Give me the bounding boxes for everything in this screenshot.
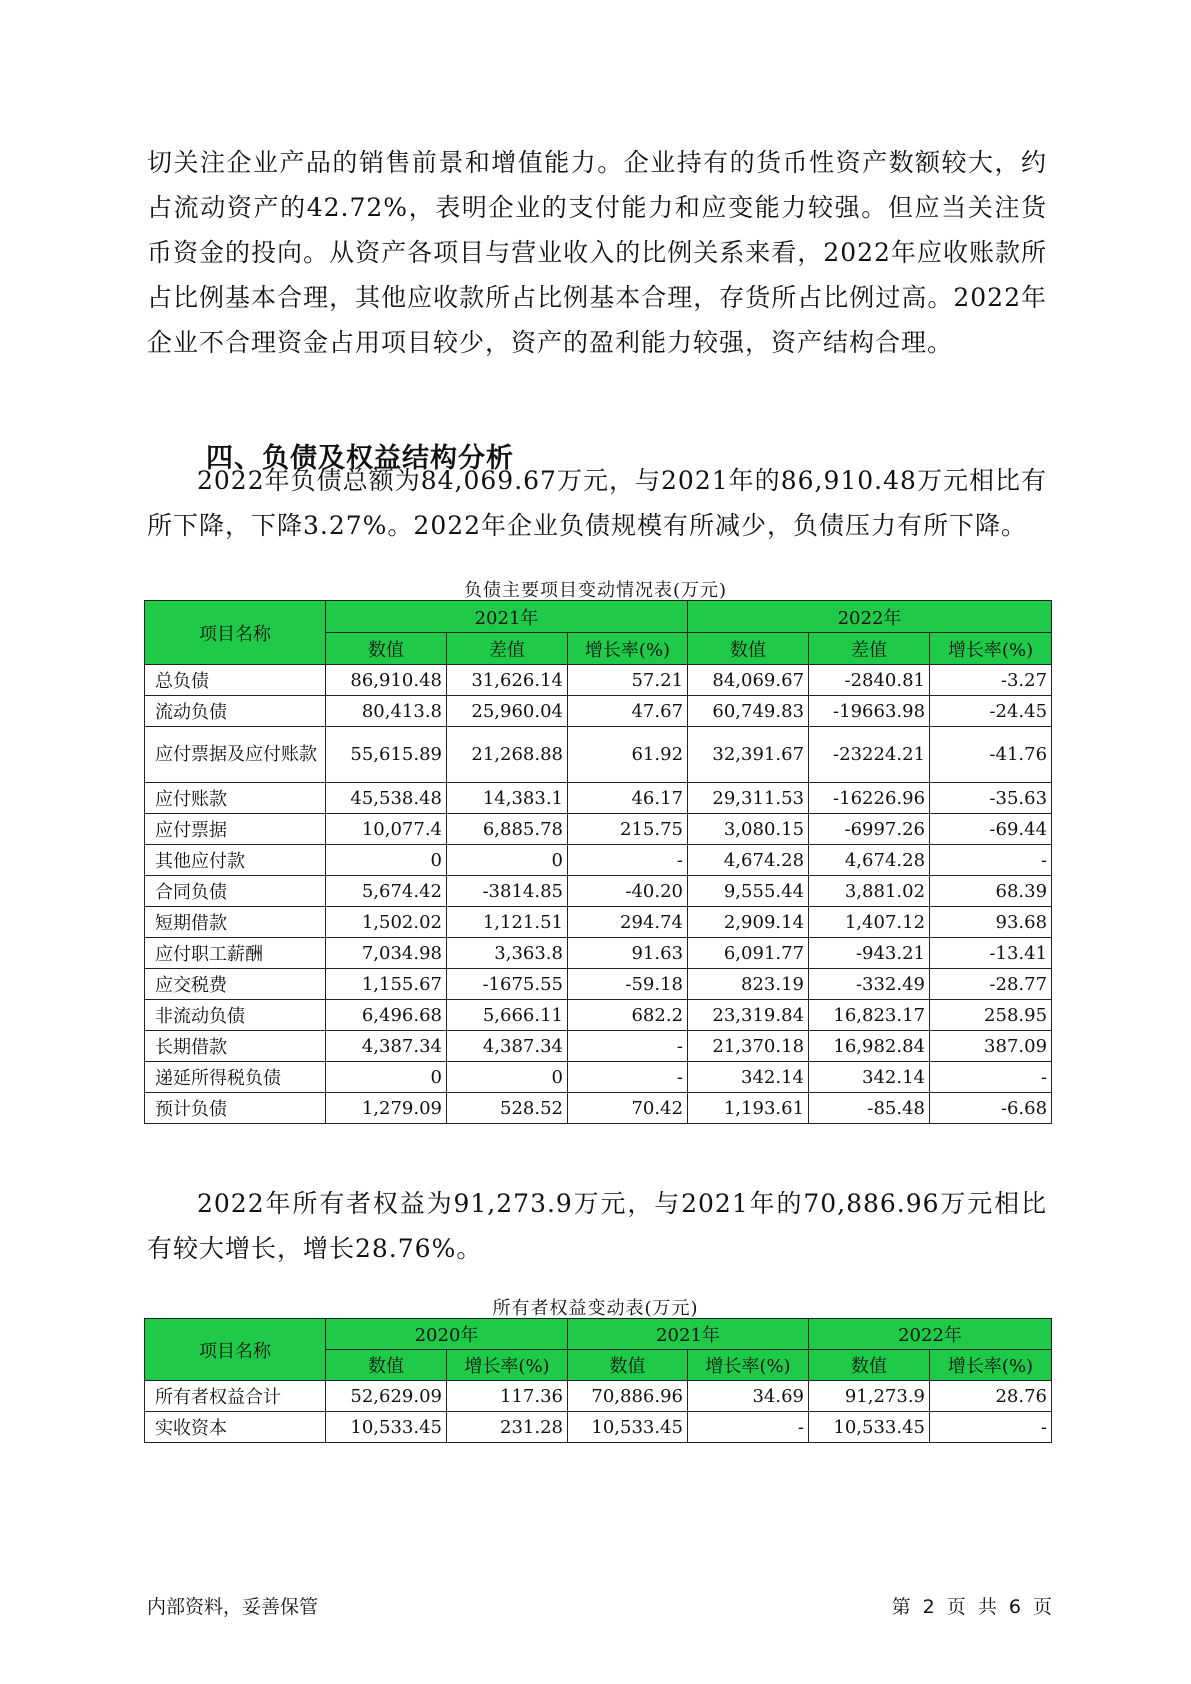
row-label-cell: 长期借款 [145,1031,326,1062]
value-cell: -23224.21 [809,727,930,783]
value-cell: 823.19 [688,969,809,1000]
value-cell: 34.69 [688,1381,809,1412]
value-cell: 6,091.77 [688,938,809,969]
value-cell: -3814.85 [447,876,568,907]
table-row [145,1031,1052,1062]
value-cell: 6,885.78 [447,814,568,845]
table-row [145,1062,1052,1093]
table-row [145,1093,1052,1124]
value-cell: -85.48 [809,1093,930,1124]
col-header-value: 数值 [326,633,447,665]
table-row [145,1412,1052,1443]
value-cell: 23,319.84 [688,1000,809,1031]
value-cell: - [930,1062,1052,1093]
value-cell: -69.44 [930,814,1052,845]
row-label-cell: 应付职工薪酬 [145,938,326,969]
section-heading: 四、负债及权益结构分析 [206,443,514,474]
value-cell: -6.68 [930,1093,1052,1124]
col-header-value: 数值 [809,1350,930,1381]
value-cell: 93.68 [930,907,1052,938]
footer-confidential-note: 内部资料，妥善保管 [147,1596,319,1618]
value-cell: 387.09 [930,1031,1052,1062]
row-label-cell: 总负债 [145,665,326,696]
value-cell: 45,538.48 [326,783,447,814]
value-cell: 52,629.09 [326,1381,447,1412]
table-row [145,1381,1052,1412]
table-row [145,907,1052,938]
value-cell: 294.74 [568,907,688,938]
value-cell: -24.45 [930,696,1052,727]
value-cell: 1,155.67 [326,969,447,1000]
liability-table [144,600,1052,1124]
value-cell: 32,391.67 [688,727,809,783]
value-cell: -6997.26 [809,814,930,845]
table-row [145,696,1052,727]
row-label-cell: 递延所得税负债 [145,1062,326,1093]
value-cell: 55,615.89 [326,727,447,783]
year-header: 2022年 [809,1319,1052,1350]
value-cell: 91,273.9 [809,1381,930,1412]
value-cell: -19663.98 [809,696,930,727]
value-cell: - [568,1062,688,1093]
value-cell: 231.28 [447,1412,568,1443]
col-header-growth: 增长率(%) [930,1350,1052,1381]
row-label-cell: 应交税费 [145,969,326,1000]
value-cell: 4,387.34 [326,1031,447,1062]
row-label-cell: 其他应付款 [145,845,326,876]
value-cell: 1,279.09 [326,1093,447,1124]
value-cell: - [930,845,1052,876]
item-name-header: 项目名称 [145,601,326,665]
value-cell: 9,555.44 [688,876,809,907]
value-cell: 70,886.96 [568,1381,688,1412]
table-row [145,845,1052,876]
liability-table-caption: 负债主要项目变动情况表(万元) [463,580,728,601]
row-label-cell: 应付票据 [145,814,326,845]
value-cell: -16226.96 [809,783,930,814]
col-header-growth: 增长率(%) [568,633,688,665]
value-cell: 0 [326,1062,447,1093]
value-cell: 528.52 [447,1093,568,1124]
value-cell: 61.92 [568,727,688,783]
value-cell: -28.77 [930,969,1052,1000]
value-cell: - [688,1412,809,1443]
value-cell: 1,502.02 [326,907,447,938]
liability-paragraph: 2022年负债总额为84,069.67万元，与2021年的86,910.48万元相比有所下降，下降3.27%。2022年企业负债规模有所减少，负债压力有所下降。 [147,466,1047,540]
table-row [145,727,1052,783]
row-label-cell: 预计负债 [145,1093,326,1124]
value-cell: 5,666.11 [447,1000,568,1031]
col-header-diff: 差值 [447,633,568,665]
value-cell: - [930,1412,1052,1443]
value-cell: 2,909.14 [688,907,809,938]
value-cell: 1,193.61 [688,1093,809,1124]
year-header: 2021年 [568,1319,809,1350]
row-label-cell: 实收资本 [145,1412,326,1443]
value-cell: 57.21 [568,665,688,696]
value-cell: 258.95 [930,1000,1052,1031]
value-cell: 0 [447,845,568,876]
value-cell: 70.42 [568,1093,688,1124]
value-cell: 47.67 [568,696,688,727]
value-cell: - [568,1031,688,1062]
value-cell: 21,268.88 [447,727,568,783]
row-label-cell: 应付账款 [145,783,326,814]
value-cell: 3,363.8 [447,938,568,969]
value-cell: 25,960.04 [447,696,568,727]
value-cell: 10,533.45 [809,1412,930,1443]
value-cell: 21,370.18 [688,1031,809,1062]
value-cell: -40.20 [568,876,688,907]
col-header-growth: 增长率(%) [688,1350,809,1381]
col-header-value: 数值 [326,1350,447,1381]
row-label-cell: 非流动负债 [145,1000,326,1031]
value-cell: 16,982.84 [809,1031,930,1062]
value-cell: 84,069.67 [688,665,809,696]
value-cell: 7,034.98 [326,938,447,969]
year-header: 2021年 [326,601,688,633]
value-cell: 682.2 [568,1000,688,1031]
row-label-cell: 合同负债 [145,876,326,907]
value-cell: -3.27 [930,665,1052,696]
value-cell: 1,121.51 [447,907,568,938]
value-cell: 0 [326,845,447,876]
value-cell: 46.17 [568,783,688,814]
col-header-growth: 增长率(%) [447,1350,568,1381]
value-cell: 1,407.12 [809,907,930,938]
row-label-cell: 应付票据及应付账款 [145,727,326,783]
value-cell: 4,674.28 [688,845,809,876]
col-header-value: 数值 [568,1350,688,1381]
value-cell: -41.76 [930,727,1052,783]
value-cell: 68.39 [930,876,1052,907]
value-cell: 342.14 [688,1062,809,1093]
value-cell: 4,674.28 [809,845,930,876]
value-cell: 342.14 [809,1062,930,1093]
value-cell: 5,674.42 [326,876,447,907]
value-cell: 14,383.1 [447,783,568,814]
item-name-header: 项目名称 [145,1319,326,1381]
value-cell: 16,823.17 [809,1000,930,1031]
table-row [145,1000,1052,1031]
value-cell: 6,496.68 [326,1000,447,1031]
equity-table-caption: 所有者权益变动表(万元) [492,1298,699,1319]
value-cell: 29,311.53 [688,783,809,814]
row-label-cell: 短期借款 [145,907,326,938]
value-cell: 4,387.34 [447,1031,568,1062]
equity-table [144,1318,1052,1443]
year-header: 2022年 [688,601,1052,633]
value-cell: 10,533.45 [326,1412,447,1443]
value-cell: 117.36 [447,1381,568,1412]
value-cell: 28.76 [930,1381,1052,1412]
footer-page-number: 第 2 页 共 6 页 [891,1596,1052,1618]
value-cell: -1675.55 [447,969,568,1000]
value-cell: -2840.81 [809,665,930,696]
table-row [145,665,1052,696]
value-cell: 3,080.15 [688,814,809,845]
value-cell: 91.63 [568,938,688,969]
col-header-growth: 增长率(%) [930,633,1052,665]
row-label-cell: 所有者权益合计 [145,1381,326,1412]
value-cell: 215.75 [568,814,688,845]
value-cell: -35.63 [930,783,1052,814]
table-row [145,969,1052,1000]
value-cell: 60,749.83 [688,696,809,727]
value-cell: 80,413.8 [326,696,447,727]
value-cell: 86,910.48 [326,665,447,696]
value-cell: -332.49 [809,969,930,1000]
table-row [145,814,1052,845]
value-cell: -13.41 [930,938,1052,969]
value-cell: -59.18 [568,969,688,1000]
row-label-cell: 流动负债 [145,696,326,727]
value-cell: 0 [447,1062,568,1093]
value-cell: 10,077.4 [326,814,447,845]
value-cell: 3,881.02 [809,876,930,907]
equity-paragraph: 2022年所有者权益为91,273.9万元，与2021年的70,886.96万元相比有较大增长，增长28.76%。 [147,1189,1047,1263]
value-cell: 10,533.45 [568,1412,688,1443]
value-cell: -943.21 [809,938,930,969]
table-row [145,876,1052,907]
col-header-value: 数值 [688,633,809,665]
value-cell: - [568,845,688,876]
table-row [145,938,1052,969]
year-header: 2020年 [326,1319,568,1350]
table-row [145,783,1052,814]
col-header-diff: 差值 [809,633,930,665]
value-cell: 31,626.14 [447,665,568,696]
intro-paragraph: 切关注企业产品的销售前景和增值能力。企业持有的货币性资产数额较大，约占流动资产的42.72%，表明企业的支付能力和应变能力较强。但应当关注货币资金的投向。从资产各项目与营业收入的比例关系来看，2022年应收账款所占比例基本合理，其他应收款所占比例基本合理，存货所占比例过高。2022年企业不合理资金占用项目较少，资产的盈利能力较强，资产结构合理。 [147,148,1047,357]
